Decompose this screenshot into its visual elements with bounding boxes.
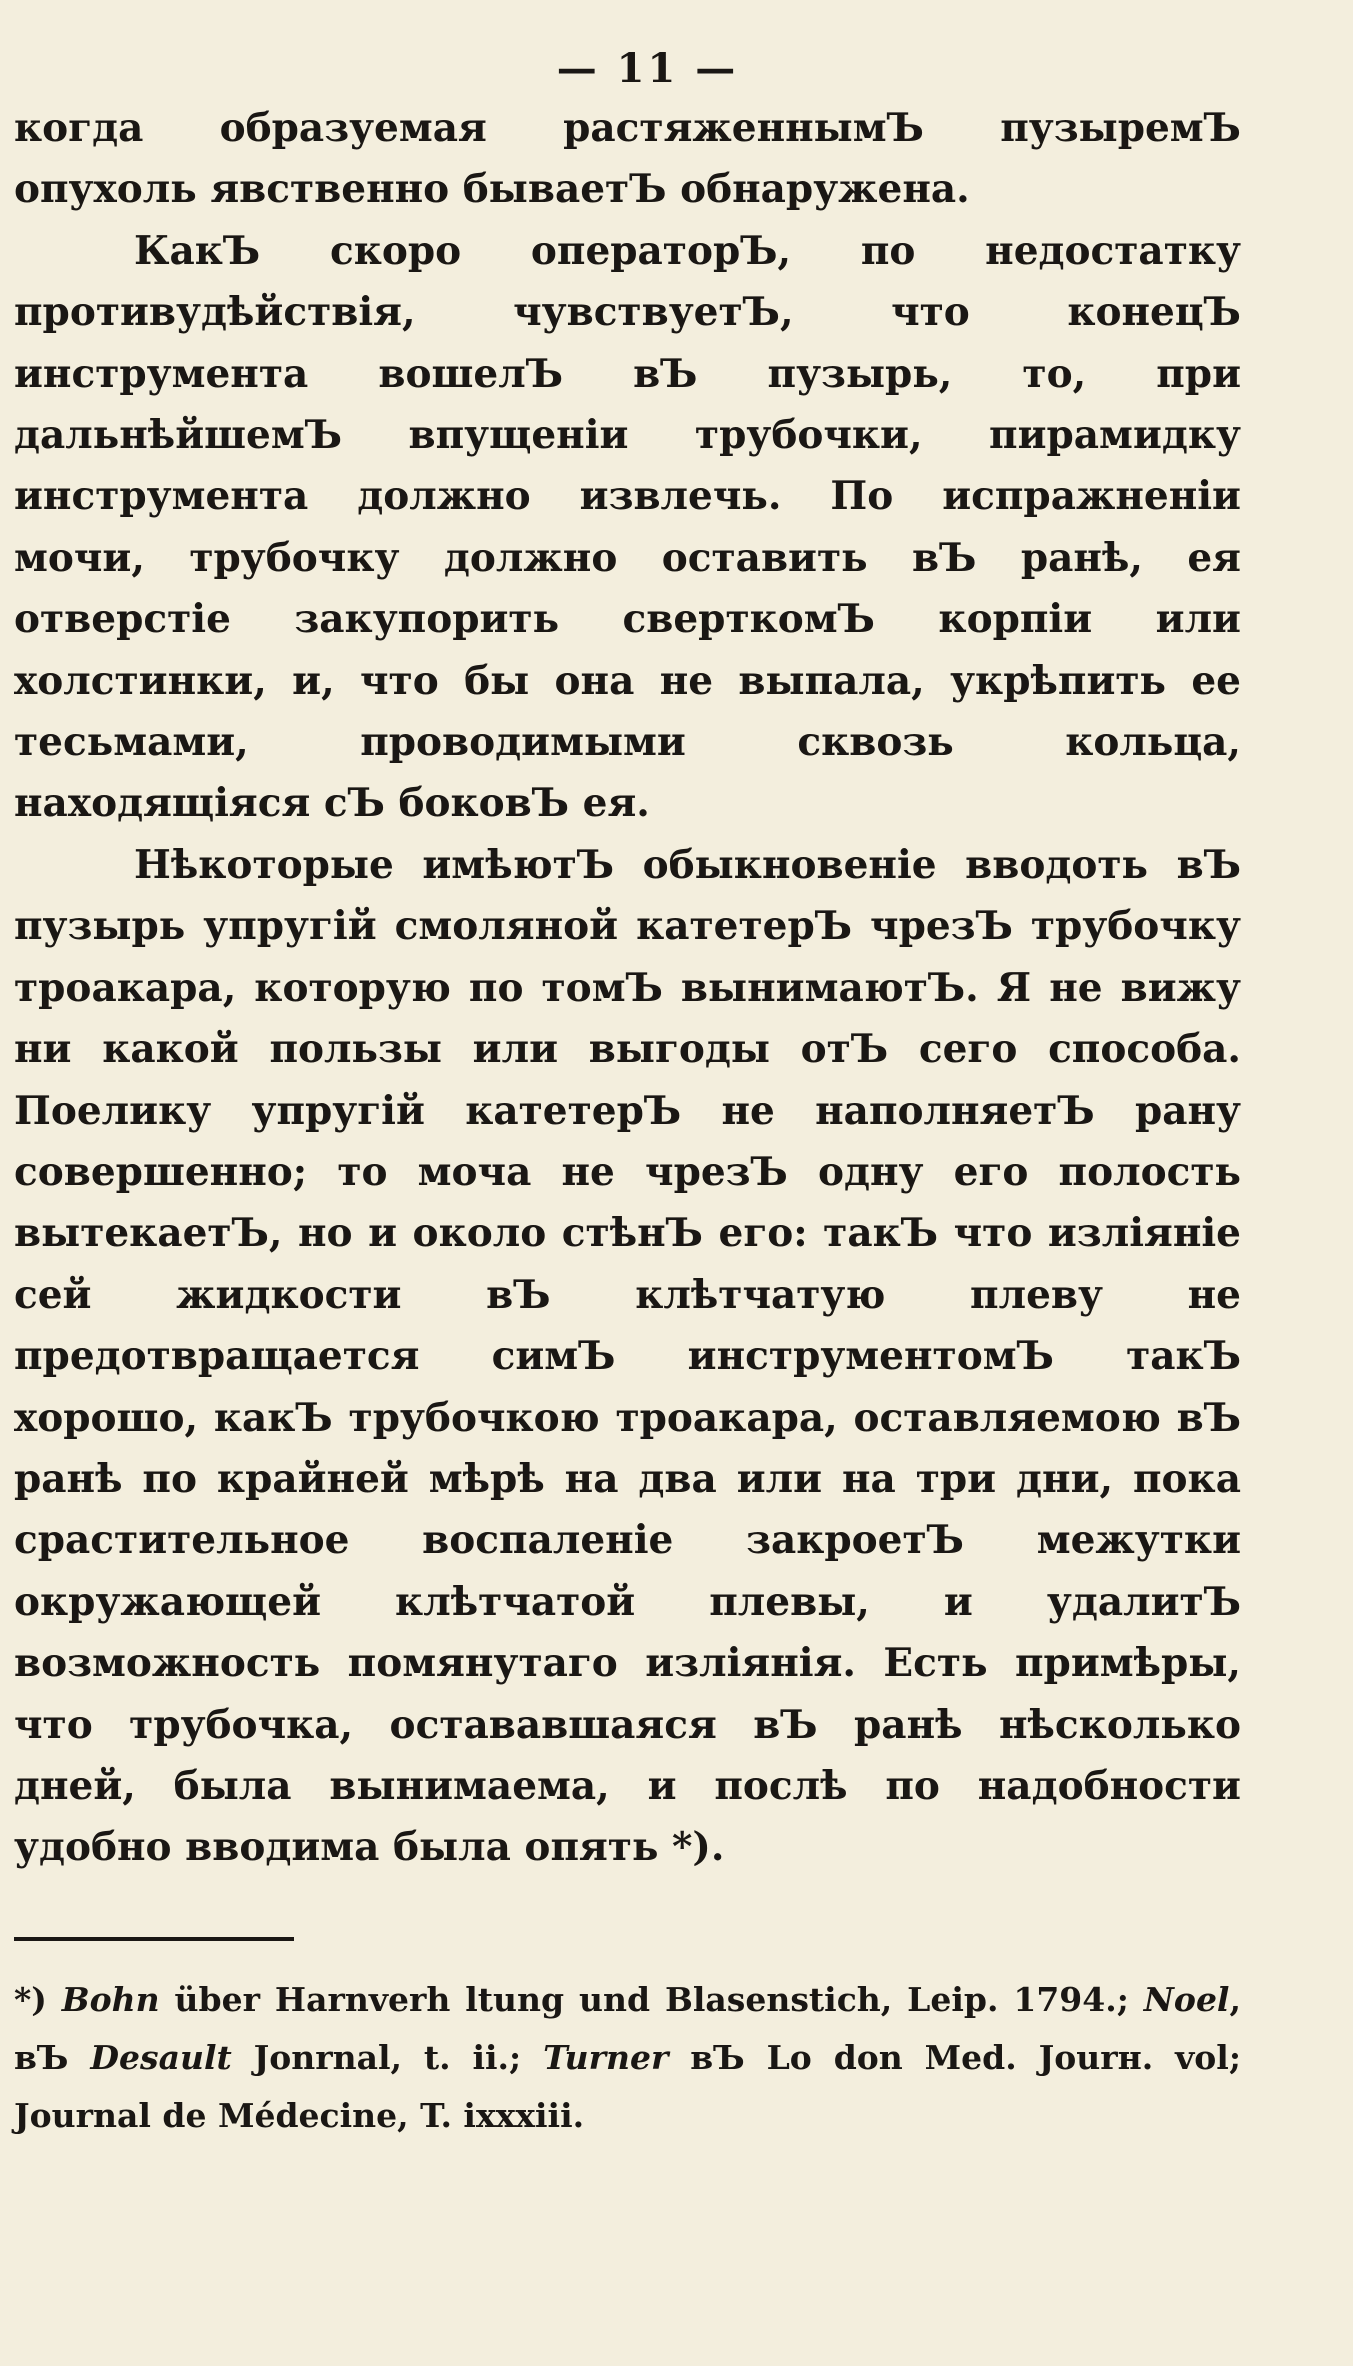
main-text (14, 98, 1241, 1879)
paragraph-operator: КакЪ скоро операторЪ, по недостатку противудѣйствія, чувствуетЪ, что конецЪ инструмента вошелЪ вЪ пузырь, то, при дальнѣйшемЪ впущеніи трубочки, пирамидку инструмента должно извлечь. По испражненіи мочи, трубочку должно оставить вЪ ранѣ, ея отверстіе закупорить сверткомЪ корпіи или холстинки, и, что бы она не выпала, укрѣпить ее тесьмами, проводимыми сквозь кольца, находящіяся сЪ боковЪ ея. (14, 227, 1241, 827)
page-number: — 11 — (556, 45, 739, 92)
footnote-author-noel: Noel (1143, 1979, 1230, 2019)
paragraph-continuation: когда образуемая растяженнымЪ пузыремЪ опухоль явственно бываетЪ обнаружена. (14, 105, 1241, 213)
footnote-text: , вЪ (14, 1979, 1241, 2077)
footnote (14, 1971, 1241, 2145)
footnote-author-bohn: Bohn (61, 1979, 160, 2019)
paragraph-catheter: Нѣкоторые имѣютЪ обыкновеніе вводоть вЪ пузырь упругій смоляной катетерЪ чрезЪ трубочку троакара, которую по томЪ вынимаютЪ. Я не вижу ни какой пользы или выгоды отЪ сего способа. Поелику упругій катетерЪ не наполняетЪ рану совершенно; то моча не чрезЪ одну его полость вытекаетЪ, но и около стѣнЪ его: такЪ что изліяніе сей жидкости вЪ клѣтчатую плеву не предотвращается симЪ инструментомЪ такЪ хорошо, какЪ трубочкою троакара, оставляемою вЪ ранѣ по крайней мѣрѣ на два или на три дни, пока сраститeльное воспаленіе закроетЪ межутки окружающей клѣтчатой плевы, и удалитЪ возможность помянутаго изліянія. Есть примѣры, что трубочка, остававшаяся вЪ ранѣ нѣсколько дней, была вынимаема, и послѣ по надобности удобно вводима была опять *). (14, 841, 1241, 1871)
footnote-marker: *) (14, 1979, 62, 2019)
footnote-text: вЪ Lo don Med. Jourн. vol; Journal de Médecine, T. ixxxiii. (14, 2037, 1242, 2135)
footnote-author-turner: Turner (543, 2037, 669, 2077)
footnote-author-desault: Desault (90, 2037, 232, 2077)
footnote-text: Jonrnal, t. ii.; (231, 2037, 544, 2077)
footnote-divider (14, 1937, 294, 1941)
footnote-text: über Harnverh ltung und Blasenstich, Leip. 1794.; (159, 1979, 1144, 2019)
footnotes (14, 1971, 1241, 2145)
